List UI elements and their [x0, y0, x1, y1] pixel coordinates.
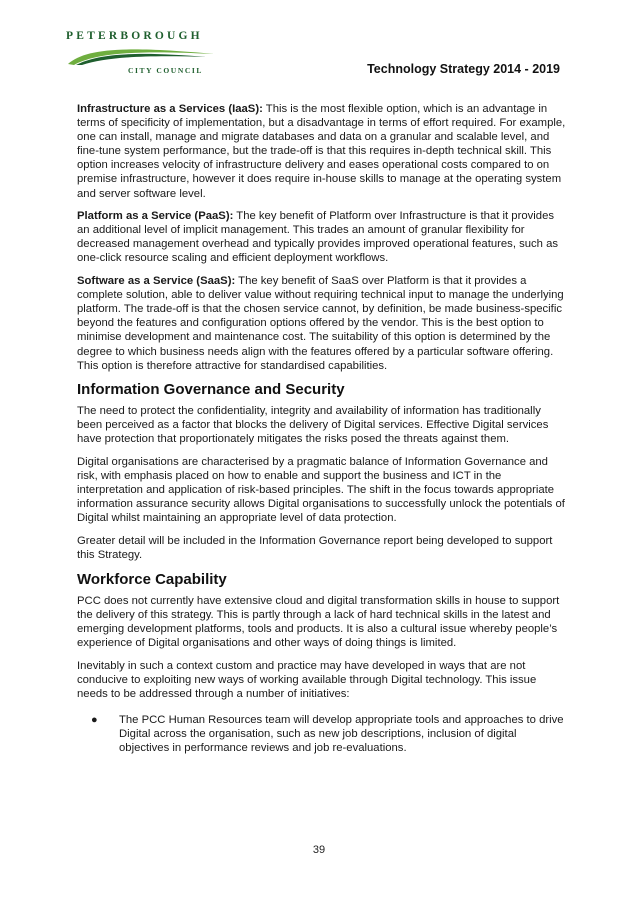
logo-bottom-text: CITY COUNCIL — [128, 66, 203, 75]
iaas-text: This is the most flexible option, which is an advantage in terms of specificity of implementation, but a disadvantage in terms of effort required. For example, one can install, manage and migrate databases and data on a granular and scalable level, and fine-tune system performance, but the trade-off is that this requires in-depth technical skill. This option increases velocity of infrastructure delivery and eases operational costs compared to on premise infrastructure, however it does require in-house skills to manage at the operating system and server software level. — [77, 103, 566, 200]
section-heading-workforce-capability: Workforce Capability — [77, 570, 227, 588]
logo-swoosh-icon — [66, 44, 216, 66]
bullet-dot-icon: ● — [91, 713, 98, 726]
page-content — [77, 102, 567, 755]
document-title: Technology Strategy 2014 - 2019 — [367, 62, 560, 76]
page-number: 39 — [312, 844, 326, 856]
initiatives-list — [77, 713, 567, 755]
saas-text: The key benefit of SaaS over Platform is that it provides a complete solution, able to deliver value without requiring technical input to manage the underlying platform. The trade-off is that the chosen service cannot, by definition, be made business-specific beyond the features and configuration options offered by the vendor. This is the best option to minimise development and maintenance cost. The suitability of this option is determined by the degree to which business needs align with the features offered by a particular software offering. This option is therefore attractive for standardised capabilities. — [77, 275, 564, 372]
paragraph: The need to protect the confidentiality, integrity and availability of information has traditionally been perceived as a factor that blocks the delivery of Digital services. Effective Digital services have protection that proportionately mitigates the risks posed the threats against them. — [77, 405, 549, 446]
paragraph: Digital organisations are characterised by a pragmatic balance of Information Governance and risk, with emphasis placed on how to enable and support the business and ICT in the interpretation and application of risk-based principles. The shift in the focus towards appropriate information assurance security allows Digital organisations to successfully unlock the potentials of Digital whilst maintaining an appropriate level of data protection. — [77, 455, 565, 525]
paas-term: Platform as a Service (PaaS): — [77, 210, 234, 223]
saas-paragraph — [77, 274, 567, 373]
paragraph: PCC does not currently have extensive cloud and digital transformation skills in house to support the delivery of this strategy. This is partly through a lack of hard technical skills in the latest and emerging development platforms, tools and products. It is also a cultural issue whereby people’s experience of Digital organisations and other ways of doing things is limited. — [77, 594, 560, 649]
paas-paragraph — [77, 209, 567, 265]
saas-term: Software as a Service (SaaS): — [77, 275, 236, 288]
paragraph: Greater detail will be included in the Information Governance report being developed to support this Strategy. — [77, 534, 553, 562]
iaas-term: Infrastructure as a Services (IaaS): — [77, 103, 263, 115]
paragraph: Inevitably in such a context custom and practice may have developed in ways that are not conducive to exploiting new ways of working available through Digital technology. This issue needs to be addressed through a number of initiatives: — [77, 659, 537, 700]
list-item — [77, 713, 567, 755]
section-heading-information-governance: Information Governance and Security — [77, 381, 345, 399]
council-logo — [66, 30, 216, 80]
paas-text: The key benefit of Platform over Infrastructure is that it provides an additional level of implicit management. This trades an amount of granular flexibility for decreased management overhead and typically provides improved operational features, such as one-click resource scaling and efficient deployment workflows. — [77, 210, 559, 265]
iaas-paragraph — [77, 102, 567, 201]
list-item-text: The PCC Human Resources team will develop appropriate tools and approaches to drive Digital across the organisation, such as new job descriptions, inclusion of digital objectives in performance reviews and job re-evaluations. — [119, 713, 564, 754]
logo-top-text: PETERBOROUGH — [66, 30, 203, 42]
